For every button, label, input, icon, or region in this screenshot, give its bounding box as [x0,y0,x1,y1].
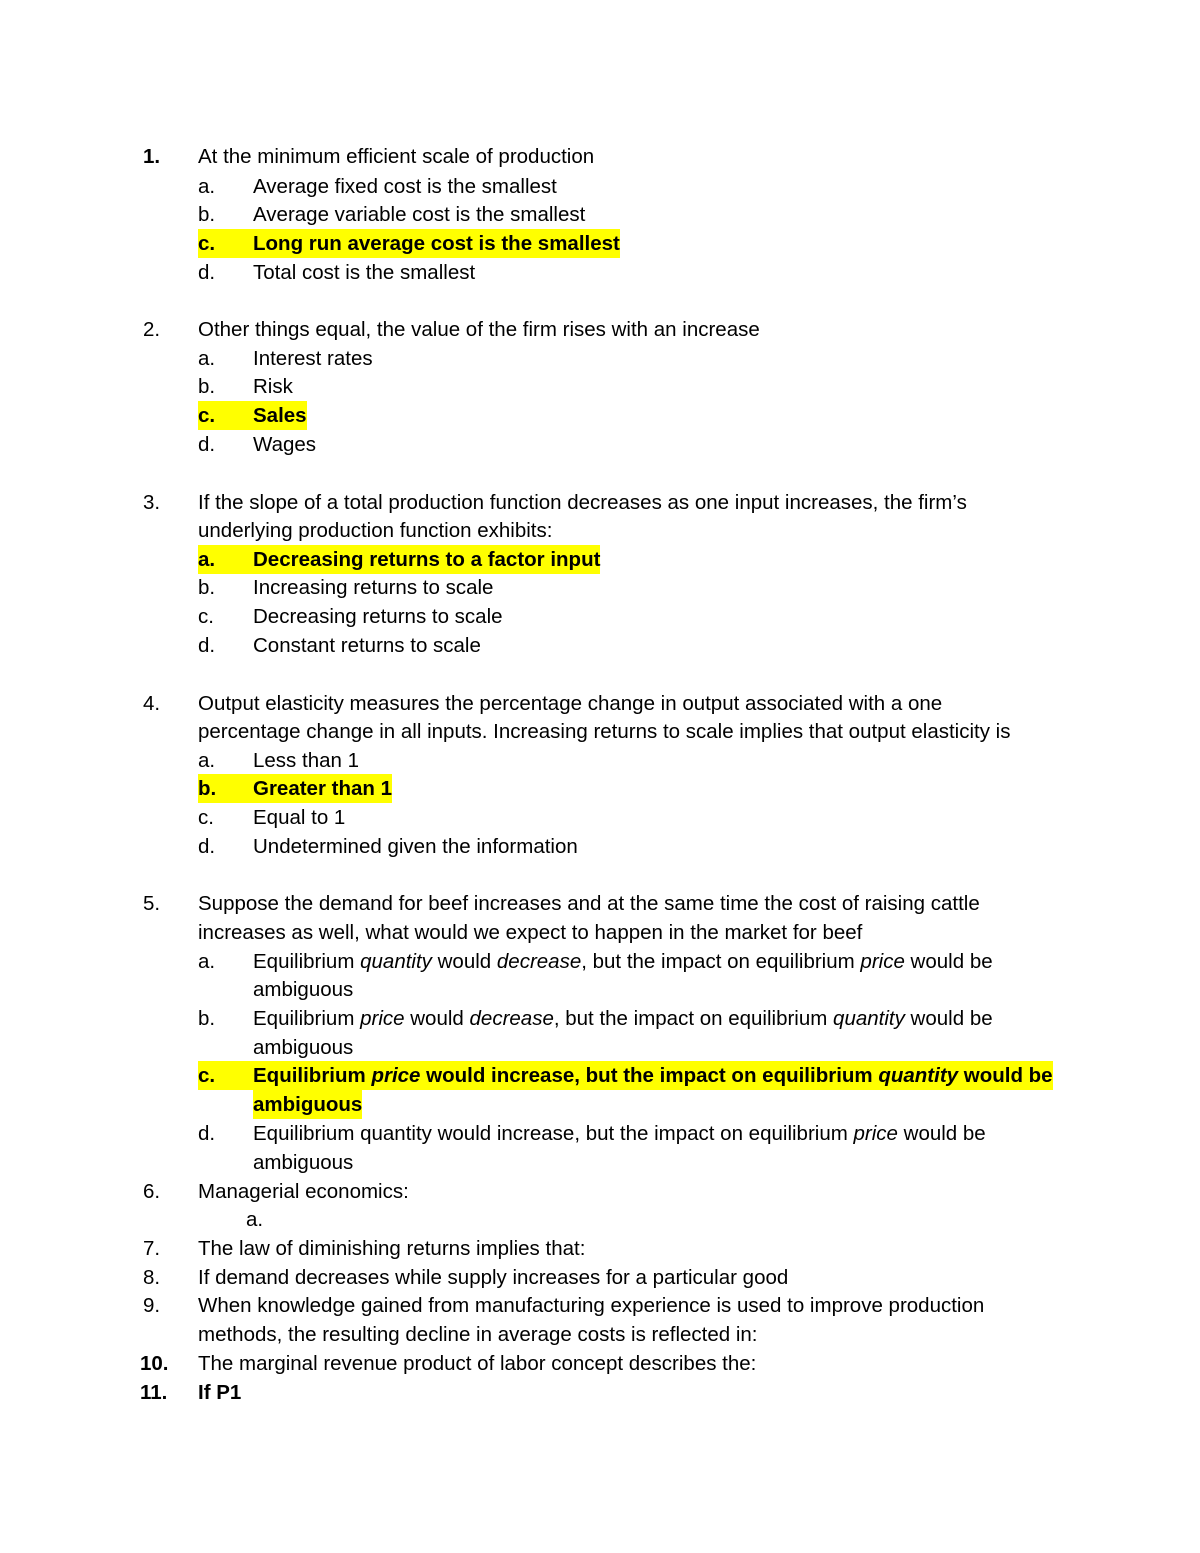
italic-term: price [360,1007,405,1030]
question-number: 6. [143,1180,161,1203]
text-run: would be [904,950,993,973]
question-number: 8. [143,1266,161,1289]
question-number: 11. [140,1381,168,1404]
question-number: 4. [143,692,161,715]
italic-term: decrease [496,950,582,973]
option-text [253,1004,993,1033]
option-text: Equal to 1 [253,806,346,829]
italic-term: quantity [878,1064,959,1087]
continuation-text: increases as well, what would we expect to happen in the market for beef [198,921,863,944]
option-text: Decreasing returns to a factor input [253,545,600,574]
option-letter: a. [246,1208,264,1231]
text-run: would [431,950,497,973]
italic-term: price [860,950,905,973]
continuation-text: methods, the resulting decline in average costs is reflected in: [198,1323,758,1346]
continuation-text: underlying production function exhibits: [198,519,553,542]
question-text: If the slope of a total production function decreases as one input increases, the firm’s [198,491,967,514]
question-text: The marginal revenue product of labor concept describes the: [198,1352,757,1375]
option-letter: d. [198,634,216,657]
option-text: Interest rates [253,347,373,370]
option-text: Increasing returns to scale [253,576,494,599]
italic-term: quantity [833,1007,905,1030]
question-number: 9. [143,1294,161,1317]
continuation-text: ambiguous [253,1090,362,1119]
option-text: Undetermined given the information [253,835,578,858]
continuation-text: ambiguous [253,978,354,1001]
question-number: 10. [140,1352,169,1375]
question-number: 3. [143,491,161,514]
question-text: Managerial economics: [198,1180,409,1203]
text-run: Equilibrium [253,1007,361,1030]
option-text: Total cost is the smallest [253,261,476,284]
continuation-text: percentage change in all inputs. Increasing returns to scale implies that output elasticity is [198,720,1011,743]
option-letter: b. [198,774,254,803]
italic-term: decrease [469,1007,554,1030]
question-number: 2. [143,318,161,341]
question-text: Other things equal, the value of the firm rises with an increase [198,318,760,341]
option-letter: a. [198,175,216,198]
option-letter: a. [198,950,216,973]
text-run: , but the impact on equilibrium [581,950,861,973]
option-letter: c. [198,1061,254,1090]
option-text: Average fixed cost is the smallest [253,175,557,198]
continuation-text: ambiguous [253,1036,354,1059]
question-text: If P1 [198,1381,242,1404]
option-text: Average variable cost is the smallest [253,203,586,226]
question-text: Output elasticity measures the percentage change in output associated with a one [198,692,943,715]
question-number: 7. [143,1237,161,1260]
option-letter: d. [198,1122,216,1145]
option-text: Less than 1 [253,749,359,772]
option-text: Constant returns to scale [253,634,481,657]
text-run: , but the impact on equilibrium [553,1007,834,1030]
option-letter: c. [198,229,254,258]
question-number: 1. [143,145,161,168]
text-run: Equilibrium [253,950,361,973]
option-text [253,1061,1053,1090]
question-text: Suppose the demand for beef increases and at the same time the cost of raising cattle [198,892,980,915]
option-letter: b. [198,1007,216,1030]
text-run: Equilibrium [253,1064,372,1087]
option-letter: c. [198,401,254,430]
question-text: If demand decreases while supply increases for a particular good [198,1266,789,1289]
option-letter: b. [198,576,216,599]
italic-term: price [853,1122,898,1145]
option-letter: a. [198,749,216,772]
option-text [253,947,993,976]
question-text: The law of diminishing returns implies that: [198,1237,586,1260]
text-run: would increase, but the impact on equilibrium [420,1064,879,1087]
italic-term: price [371,1064,421,1087]
option-text: Greater than 1 [253,774,392,803]
question-text: At the minimum efficient scale of production [198,145,595,168]
text-run: would [404,1007,470,1030]
option-letter: b. [198,375,216,398]
option-letter: c. [198,806,214,829]
option-letter: a. [198,347,216,370]
option-letter: b. [198,203,216,226]
option-letter: d. [198,835,216,858]
question-text: When knowledge gained from manufacturing experience is used to improve production [198,1294,985,1317]
option-text: Decreasing returns to scale [253,605,503,628]
option-text: Wages [253,433,317,456]
option-letter: d. [198,261,216,284]
continuation-text: ambiguous [253,1151,354,1174]
option-text [253,1119,986,1148]
text-run: would be [958,1064,1053,1087]
option-text: Sales [253,401,307,430]
option-text: Long run average cost is the smallest [253,229,620,258]
text-run: would be [897,1122,986,1145]
option-letter: a. [198,545,254,574]
option-letter: c. [198,605,214,628]
italic-term: quantity [360,950,432,973]
option-letter: d. [198,433,216,456]
text-run: would be [904,1007,993,1030]
question-number: 5. [143,892,161,915]
text-run: Equilibrium quantity would increase, but the impact on equilibrium [253,1122,854,1145]
option-text: Risk [253,375,293,398]
